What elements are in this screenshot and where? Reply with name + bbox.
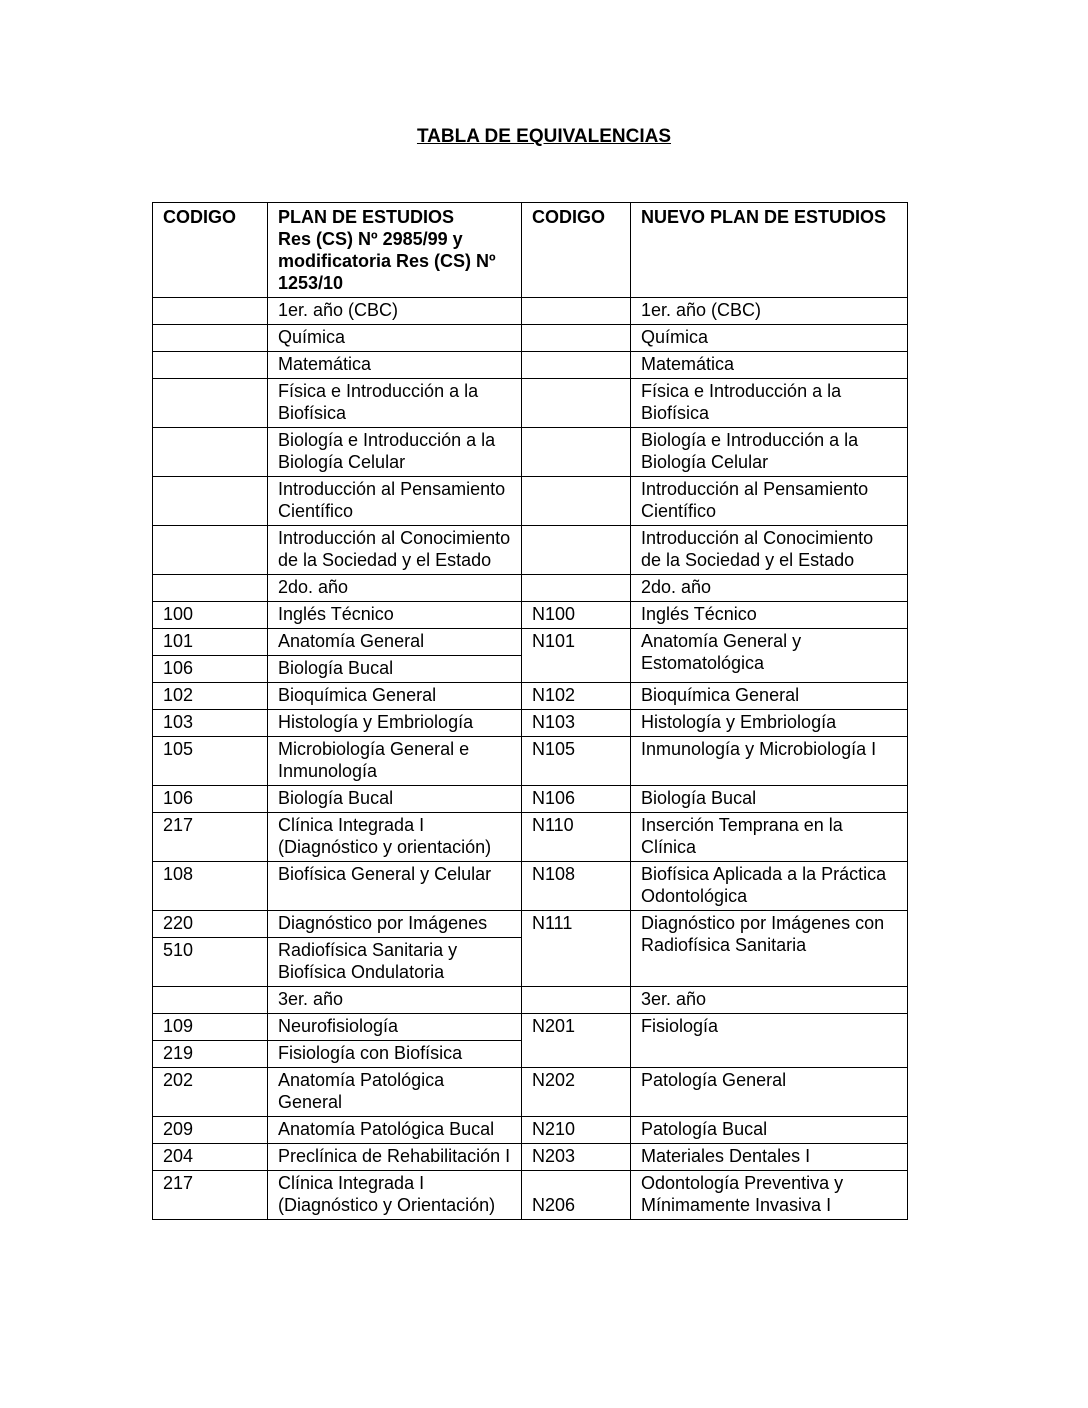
- cell-plan-new: Física e Introducción a la Biofísica: [631, 379, 908, 428]
- cell-plan-old: Microbiología General e Inmunología: [268, 737, 522, 786]
- equivalence-table: [152, 202, 908, 1220]
- cell-plan-new: Materiales Dentales I: [631, 1144, 908, 1171]
- cell-plan-new: 2do. año: [631, 575, 908, 602]
- cell-codigo-new: [522, 526, 631, 575]
- cell-codigo-old: [153, 477, 268, 526]
- cell-plan-old: Introducción al Pensamiento Científico: [268, 477, 522, 526]
- cell-codigo-new: [522, 987, 631, 1014]
- cell-codigo-new: N101: [522, 629, 631, 683]
- cell-codigo-old: 100: [153, 602, 268, 629]
- cell-codigo-new: [522, 428, 631, 477]
- cell-codigo-old: 204: [153, 1144, 268, 1171]
- cell-codigo-old: 219: [153, 1041, 268, 1068]
- cell-plan-new: Diagnóstico por Imágenes con Radiofísica Sanitaria: [631, 911, 908, 987]
- cell-codigo-new: N100: [522, 602, 631, 629]
- cell-plan-new: Bioquímica General: [631, 683, 908, 710]
- header-plan-old: PLAN DE ESTUDIOS Res (CS) Nº 2985/99 y modificatoria Res (CS) Nº 1253/10: [268, 203, 522, 298]
- table-row: [153, 352, 908, 379]
- cell-plan-new: Inglés Técnico: [631, 602, 908, 629]
- cell-codigo-old: [153, 325, 268, 352]
- cell-codigo-new: N203: [522, 1144, 631, 1171]
- cell-codigo-old: 217: [153, 813, 268, 862]
- cell-codigo-new: N102: [522, 683, 631, 710]
- cell-plan-new: Introducción al Pensamiento Científico: [631, 477, 908, 526]
- cell-plan-new: Inmunología y Microbiología I: [631, 737, 908, 786]
- cell-plan-new: Biología e Introducción a la Biología Celular: [631, 428, 908, 477]
- cell-plan-old: Neurofisiología: [268, 1014, 522, 1041]
- cell-codigo-old: 220: [153, 911, 268, 938]
- cell-plan-old: Anatomía Patológica Bucal: [268, 1117, 522, 1144]
- cell-codigo-new: N106: [522, 786, 631, 813]
- cell-codigo-old: [153, 352, 268, 379]
- cell-codigo-new: [522, 575, 631, 602]
- cell-codigo-old: 217: [153, 1171, 268, 1220]
- cell-plan-old: Inglés Técnico: [268, 602, 522, 629]
- cell-plan-old: Biofísica General y Celular: [268, 862, 522, 911]
- cell-codigo-old: 103: [153, 710, 268, 737]
- header-codigo-new: CODIGO: [522, 203, 631, 298]
- table-row: [153, 862, 908, 911]
- table-row: [153, 629, 908, 656]
- cell-codigo-new: N103: [522, 710, 631, 737]
- table-row: [153, 428, 908, 477]
- header-plan-new: NUEVO PLAN DE ESTUDIOS: [631, 203, 908, 298]
- cell-plan-old: Histología y Embriología: [268, 710, 522, 737]
- cell-codigo-new: N202: [522, 1068, 631, 1117]
- cell-codigo-old: 109: [153, 1014, 268, 1041]
- header-codigo-old: CODIGO: [153, 203, 268, 298]
- table-row: [153, 1068, 908, 1117]
- table-row: [153, 477, 908, 526]
- cell-codigo-new: N110: [522, 813, 631, 862]
- cell-codigo-old: [153, 379, 268, 428]
- cell-plan-old: Bioquímica General: [268, 683, 522, 710]
- cell-plan-old: Anatomía Patológica General: [268, 1068, 522, 1117]
- cell-plan-new: Histología y Embriología: [631, 710, 908, 737]
- cell-codigo-new: N210: [522, 1117, 631, 1144]
- cell-plan-old: 3er. año: [268, 987, 522, 1014]
- table-row: [153, 813, 908, 862]
- cell-plan-new: Patología Bucal: [631, 1117, 908, 1144]
- table-row: [153, 710, 908, 737]
- cell-plan-new: Biología Bucal: [631, 786, 908, 813]
- table-row: [153, 325, 908, 352]
- cell-plan-old: 1er. año (CBC): [268, 298, 522, 325]
- cell-plan-new: Fisiología: [631, 1014, 908, 1068]
- cell-plan-old: Química: [268, 325, 522, 352]
- cell-plan-old: Diagnóstico por Imágenes: [268, 911, 522, 938]
- cell-codigo-old: 106: [153, 786, 268, 813]
- cell-plan-old: 2do. año: [268, 575, 522, 602]
- table-row: [153, 1171, 908, 1220]
- table-row: [153, 1144, 908, 1171]
- cell-plan-old: Introducción al Conocimiento de la Sociedad y el Estado: [268, 526, 522, 575]
- cell-codigo-new: [522, 477, 631, 526]
- cell-codigo-old: [153, 575, 268, 602]
- cell-plan-new: Química: [631, 325, 908, 352]
- cell-codigo-old: 209: [153, 1117, 268, 1144]
- cell-codigo-new: N206: [522, 1171, 631, 1220]
- cell-codigo-new: [522, 379, 631, 428]
- table-row: [153, 379, 908, 428]
- cell-codigo-new: N108: [522, 862, 631, 911]
- cell-plan-new: Patología General: [631, 1068, 908, 1117]
- table-row: [153, 987, 908, 1014]
- cell-plan-new: Anatomía General y Estomatológica: [631, 629, 908, 683]
- cell-codigo-old: [153, 428, 268, 477]
- cell-codigo-old: 108: [153, 862, 268, 911]
- table-row: [153, 575, 908, 602]
- cell-plan-new: Biofísica Aplicada a la Práctica Odontológica: [631, 862, 908, 911]
- cell-codigo-old: 202: [153, 1068, 268, 1117]
- cell-codigo-old: [153, 987, 268, 1014]
- cell-codigo-new: [522, 325, 631, 352]
- cell-plan-new: Odontología Preventiva y Mínimamente Invasiva I: [631, 1171, 908, 1220]
- cell-plan-new: Introducción al Conocimiento de la Sociedad y el Estado: [631, 526, 908, 575]
- table-row: [153, 911, 908, 938]
- table-row: [153, 737, 908, 786]
- table-row: [153, 1117, 908, 1144]
- table-row: [153, 526, 908, 575]
- cell-codigo-new: N111: [522, 911, 631, 987]
- cell-codigo-old: 106: [153, 656, 268, 683]
- cell-plan-old: Biología Bucal: [268, 656, 522, 683]
- cell-codigo-old: [153, 526, 268, 575]
- cell-codigo-old: 102: [153, 683, 268, 710]
- table-row: [153, 786, 908, 813]
- table-row: [153, 298, 908, 325]
- cell-plan-old: Anatomía General: [268, 629, 522, 656]
- cell-codigo-old: 101: [153, 629, 268, 656]
- table-header-row: [153, 203, 908, 298]
- cell-plan-new: Inserción Temprana en la Clínica: [631, 813, 908, 862]
- table-row: [153, 1014, 908, 1041]
- cell-plan-old: Física e Introducción a la Biofísica: [268, 379, 522, 428]
- cell-plan-old: Preclínica de Rehabilitación I: [268, 1144, 522, 1171]
- page-title: TABLA DE EQUIVALENCIAS: [416, 126, 672, 147]
- cell-plan-old: Clínica Integrada I (Diagnóstico y orientación): [268, 813, 522, 862]
- cell-plan-old: Matemática: [268, 352, 522, 379]
- cell-codigo-old: 105: [153, 737, 268, 786]
- cell-plan-new: 1er. año (CBC): [631, 298, 908, 325]
- cell-plan-old: Radiofísica Sanitaria y Biofísica Ondulatoria: [268, 938, 522, 987]
- cell-plan-new: Matemática: [631, 352, 908, 379]
- cell-plan-old: Biología Bucal: [268, 786, 522, 813]
- cell-plan-old: Clínica Integrada I (Diagnóstico y Orientación): [268, 1171, 522, 1220]
- table-row: [153, 602, 908, 629]
- cell-plan-new: 3er. año: [631, 987, 908, 1014]
- cell-plan-old: Biología e Introducción a la Biología Celular: [268, 428, 522, 477]
- cell-codigo-old: 510: [153, 938, 268, 987]
- cell-codigo-new: [522, 298, 631, 325]
- table-row: [153, 683, 908, 710]
- cell-codigo-new: N105: [522, 737, 631, 786]
- cell-codigo-old: [153, 298, 268, 325]
- cell-plan-old: Fisiología con Biofísica: [268, 1041, 522, 1068]
- cell-codigo-new: [522, 352, 631, 379]
- cell-codigo-new: N201: [522, 1014, 631, 1068]
